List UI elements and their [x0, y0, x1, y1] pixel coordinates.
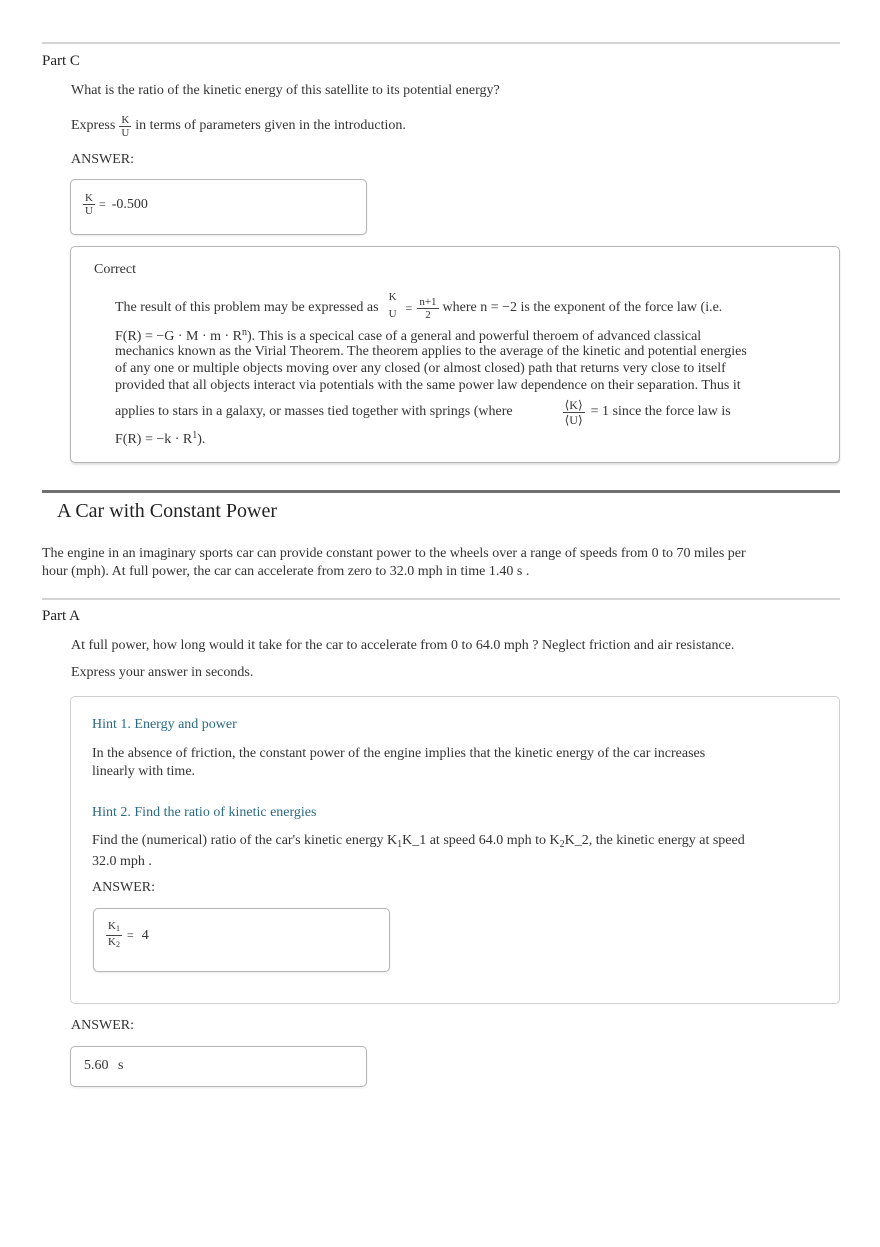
k-over-u-fraction [119, 114, 131, 139]
frac-den [106, 935, 122, 951]
part-c-express [71, 110, 406, 142]
equals-sign: = [126, 928, 134, 942]
hint-text: Find the (numerical) ratio of the car's kinetic energy K [92, 833, 398, 848]
express-prefix: Express [71, 118, 116, 133]
k-letter: K [108, 936, 116, 948]
hint-2-answer [106, 920, 149, 951]
frac-num: n+1 [419, 295, 437, 308]
frac-num [106, 920, 122, 935]
subscript: 1 [397, 839, 403, 850]
frac-den: U [121, 126, 130, 139]
virial-ratio-fraction [563, 398, 585, 427]
frac-den: ⟨U⟩ [564, 412, 583, 427]
feedback-text: ). This is a specical case of a general and powerful theroem of advanced classical [247, 329, 702, 344]
problem-title: A Car with Constant Power [57, 500, 277, 522]
part-c-answer [83, 192, 148, 217]
feedback-text: where n = −2 is the exponent of the force law (i.e. [442, 300, 723, 315]
divider [42, 42, 840, 44]
hint-1-line-1: In the absence of friction, the constant power of the engine implies that the kinetic energy of the car increases [92, 746, 706, 761]
hint-1-line-2: linearly with time. [92, 764, 196, 779]
part-a-answer-value: 5.60 [84, 1058, 109, 1073]
feedback-line-3: mechanics known as the Virial Theorem. The theorem applies to the average of the kinetic and potential energies [115, 344, 747, 359]
feedback-line-4: of any one or multiple objects moving over any closed (or almost closed) path that returns very close to itself [115, 361, 726, 376]
k1-over-k2-fraction [106, 920, 122, 951]
equals-sign: = [405, 300, 413, 315]
subscript: 1 [115, 924, 120, 933]
answer-fraction [83, 192, 95, 217]
part-a-answer-box[interactable] [70, 1046, 367, 1087]
hint-2-title[interactable]: Hint 2. Find the ratio of kinetic energies [92, 805, 317, 820]
feedback-line-5: provided that all objects interact via potentials with the same power law dependence on their separation. Thus it [115, 378, 741, 393]
hint-2-answer-value: 4 [141, 927, 149, 943]
part-c-answer-label: ANSWER: [71, 152, 134, 167]
hint-2-line-1 [92, 833, 745, 850]
force-law: F(R) = −k · R [115, 432, 193, 447]
hint-2-answer-box[interactable] [93, 908, 390, 972]
hint-text: K_2, the kinetic energy at speed [564, 833, 745, 848]
subscript: 2 [559, 839, 565, 850]
car-intro-line-1: The engine in an imaginary sports car can provide constant power to the wheels over a range of speeds from 0 to 70 miles per [42, 546, 746, 561]
feedback-line-6 [115, 395, 731, 429]
feedback-text: applies to stars in a galaxy, or masses tied together with springs (where [115, 404, 513, 419]
exponent: 1 [192, 430, 198, 441]
frac-num: K [85, 192, 93, 204]
part-a-question: At full power, how long would it take for the car to accelerate from 0 to 64.0 mph ? Neglect friction and air resistance. [71, 638, 735, 653]
hint-2-answer-label: ANSWER: [92, 880, 155, 895]
express-suffix: in terms of parameters given in the introduction. [135, 118, 406, 133]
part-a-title: Part A [42, 608, 80, 624]
k-letter: K [108, 920, 116, 932]
frac-den: 2 [417, 308, 438, 321]
frac-num: K [388, 291, 397, 303]
feedback-text: ). [197, 432, 206, 447]
force-law: F(R) = −G · M · m · R [115, 329, 243, 344]
frac-den: U [85, 205, 93, 217]
k-over-u-fraction [387, 291, 399, 320]
feedback-text: = 1 since the force law is [590, 404, 731, 419]
hint-text: K_1 at speed 64.0 mph to K [402, 833, 560, 848]
hints-box [70, 696, 840, 1004]
part-c-answer-box[interactable] [70, 179, 367, 235]
section-divider [42, 490, 840, 493]
car-intro-line-2: hour (mph). At full power, the car can accelerate from zero to 32.0 mph in time 1.40 s . [42, 564, 530, 579]
hint-2-line-2: 32.0 mph . [92, 854, 152, 869]
part-a-express: Express your answer in seconds. [71, 665, 254, 680]
n-plus-one-over-two-fraction [417, 296, 438, 321]
frac-num: K [121, 113, 130, 126]
part-a-answer-label: ANSWER: [71, 1018, 134, 1033]
divider [42, 598, 840, 600]
part-c-question: What is the ratio of the kinetic energy of this satellite to its potential energy? [71, 83, 500, 98]
part-a-answer [84, 1058, 123, 1074]
part-a-answer-unit: s [118, 1058, 124, 1073]
feedback-status: Correct [94, 262, 136, 277]
frac-den: U [388, 308, 397, 320]
hint-1-title[interactable]: Hint 1. Energy and power [92, 717, 237, 732]
subscript: 2 [115, 940, 120, 949]
equals-sign: = [98, 197, 106, 211]
part-c-answer-value: -0.500 [111, 196, 148, 212]
feedback-line-7 [115, 430, 205, 448]
feedback-line-2 [115, 327, 701, 345]
exponent: n [242, 327, 248, 338]
feedback-line-1 [115, 291, 722, 325]
part-c-title: Part C [42, 53, 80, 69]
feedback-box [70, 246, 840, 463]
frac-num: ⟨K⟩ [564, 397, 583, 412]
feedback-text: The result of this problem may be expressed as [115, 300, 379, 315]
